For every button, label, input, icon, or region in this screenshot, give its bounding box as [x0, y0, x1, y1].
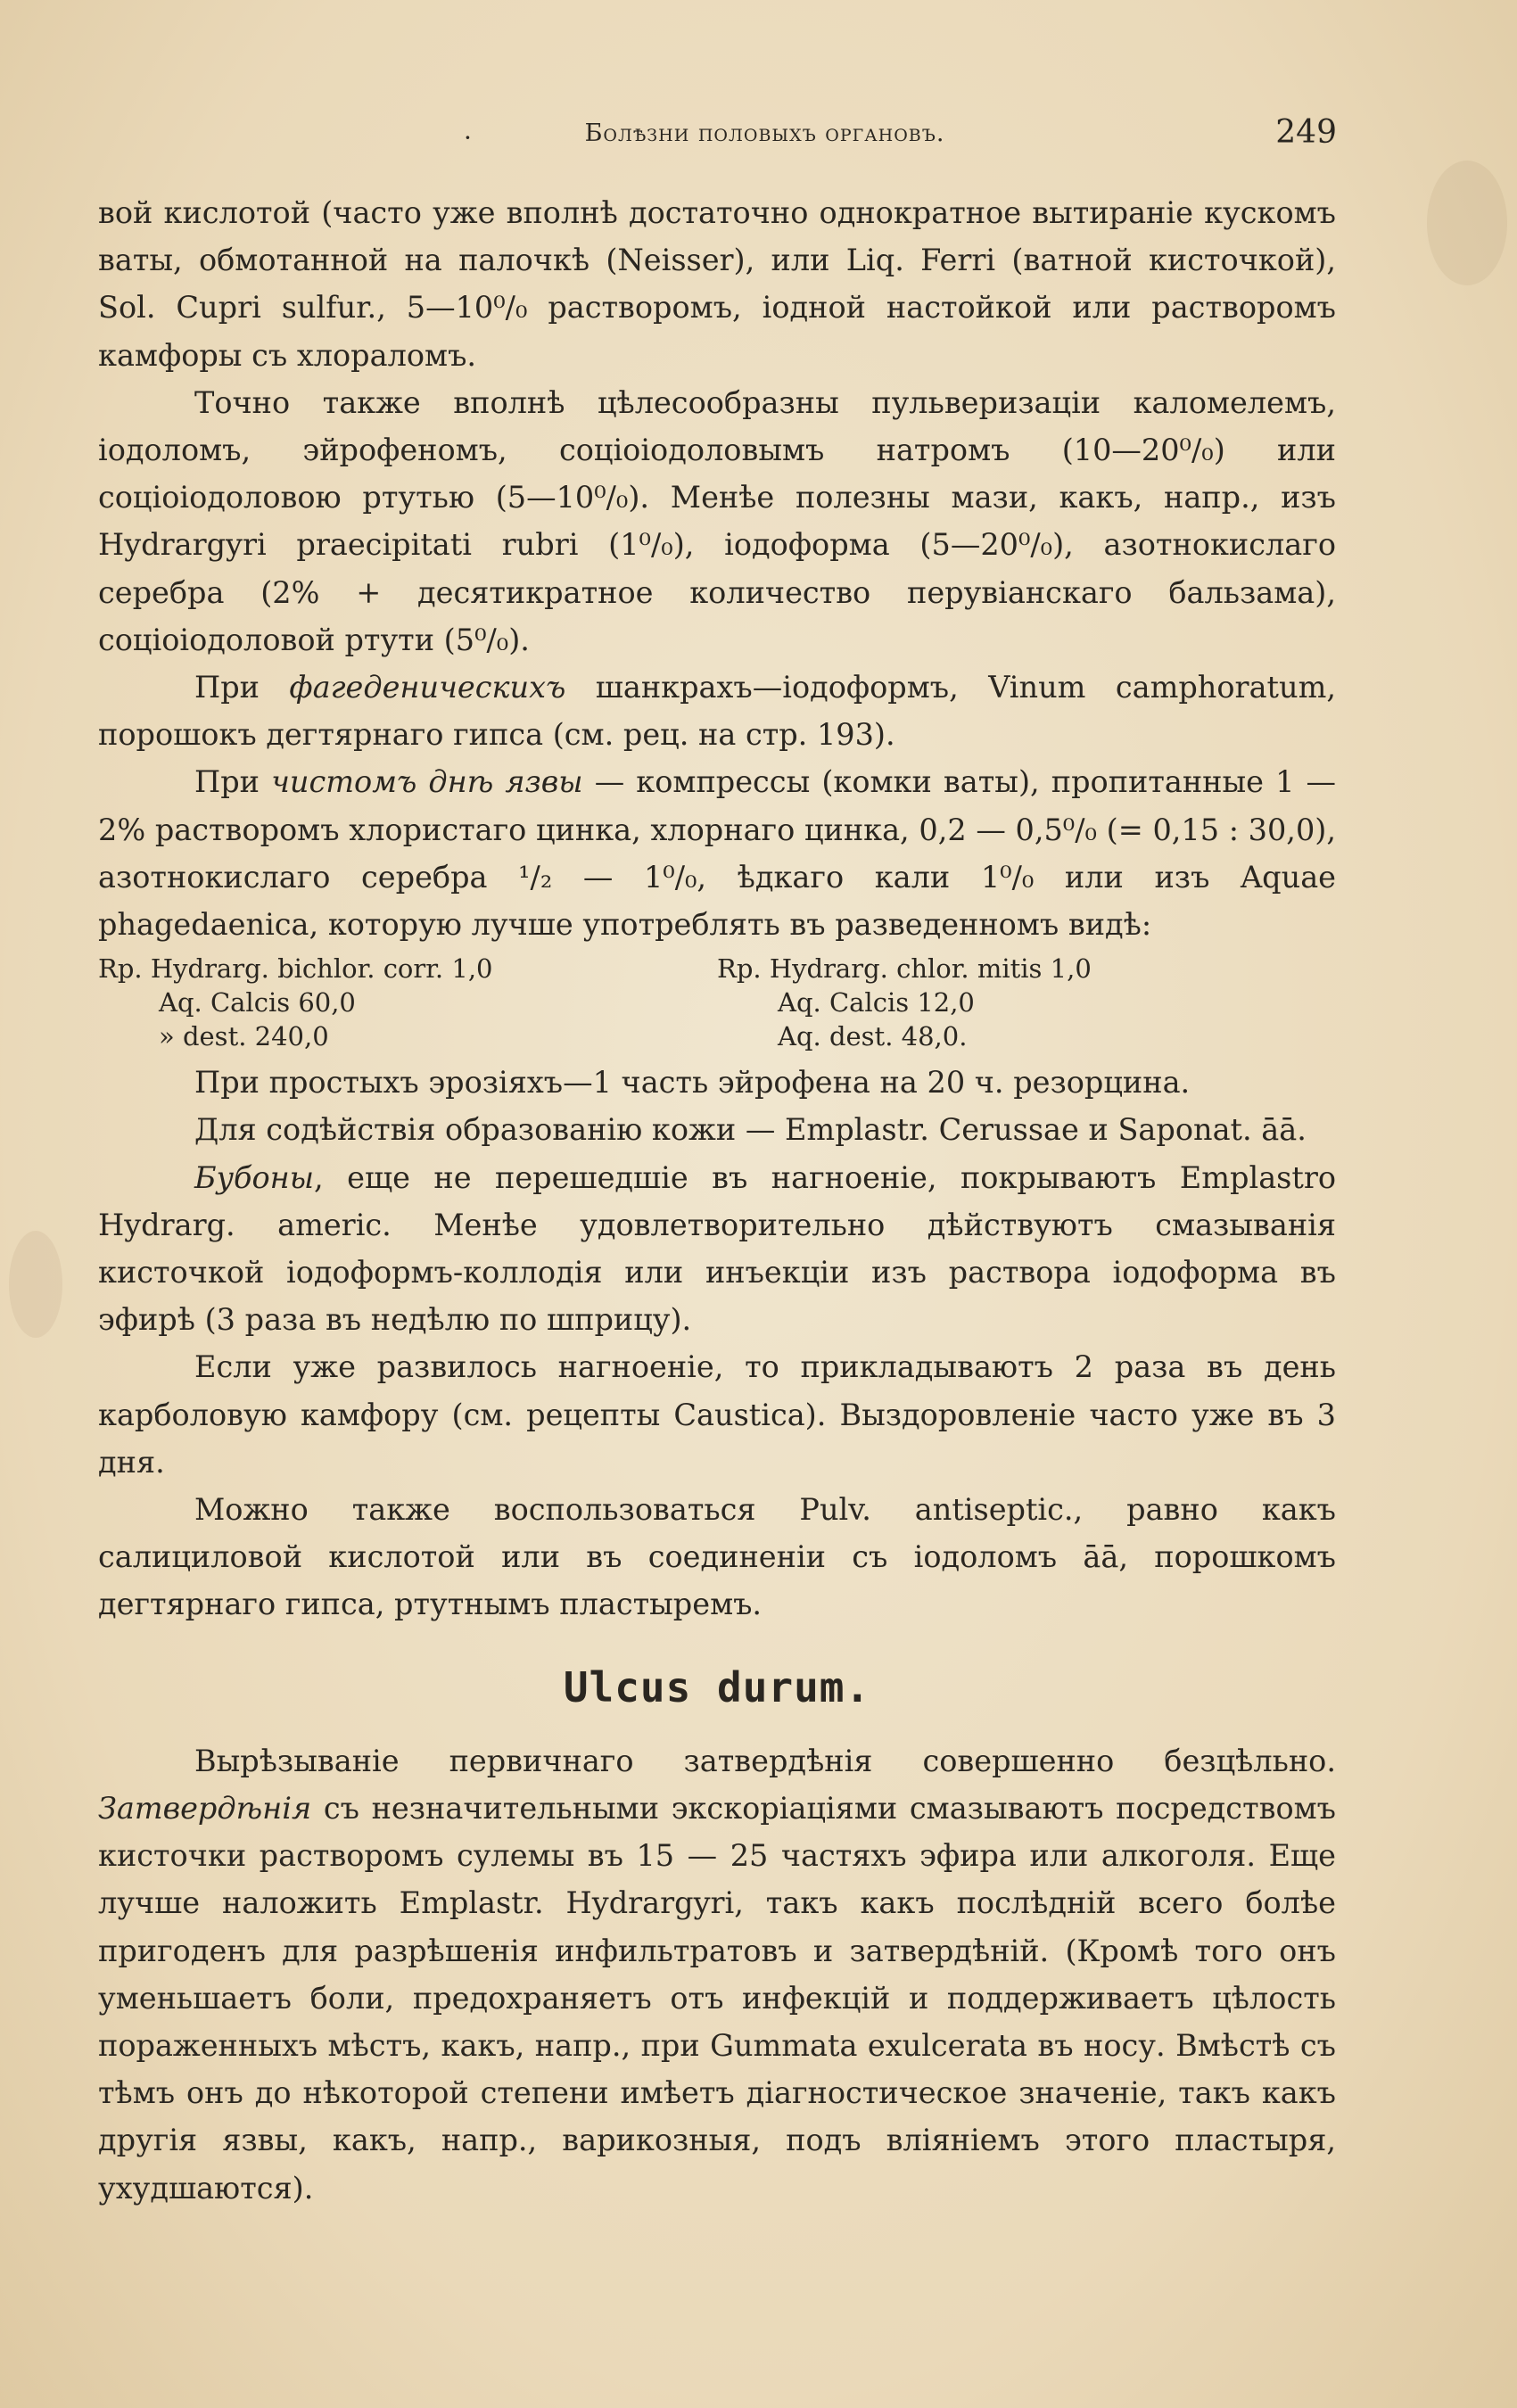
italic-term: Затвердѣнія: [98, 1790, 312, 1826]
paper-stain: [1427, 161, 1507, 285]
paragraph: [98, 1154, 1336, 1344]
paragraph: [98, 664, 1336, 758]
recipe-line: Aq. Calcis 12,0: [778, 987, 975, 1018]
recipe-line: » dest. 240,0: [159, 1021, 329, 1052]
italic-term: фагеденическихъ: [289, 670, 566, 705]
recipe-right: [717, 952, 1336, 1053]
recipe-line: Aq. dest. 48,0.: [778, 1021, 968, 1052]
paragraph: Можно также воспользоваться Pulv. antiseptic., равно какъ салициловой кислотой или въ соединеніи съ іодоломъ āā, порошкомъ дегтярнаго гипса, ртутнымъ пластыремъ.: [98, 1492, 1336, 1622]
recipes-block: [98, 952, 1336, 1053]
italic-term: Бубоны: [194, 1159, 315, 1195]
text-span: , еще не перешедшіе въ нагноеніе, покрываютъ Emplastro Hydrarg. americ. Менѣе удовлетворительно дѣйствуютъ смазыванія кисточкой іодоформъ-коллодія или инъекціи изъ раствора іодоформа въ эфирѣ (3 раза въ недѣлю по шприцу).: [98, 1159, 1336, 1338]
paper-stain: [9, 1231, 62, 1338]
text-span: шанкрахъ—іодоформъ, Vinum camphoratum, порошокъ дегтярнаго гипса (см. рец. на стр. 193).: [98, 670, 1336, 753]
paragraph: [98, 1737, 1336, 2212]
body-text: [98, 189, 1336, 2212]
paragraph: [98, 758, 1336, 948]
text-span: съ незначительными экскоріаціями смазываютъ посредствомъ кисточки растворомъ сулемы въ 15 — 25 частяхъ эфира или алкоголя. Еще лучше наложить Emplastr. Hydrargyri, такъ какъ послѣдній всего болѣе пригоденъ для разрѣшенія инфильтратовъ и затвердѣній. (Кромѣ того онъ уменьшаетъ боли, предохраняетъ отъ инфекцій и поддерживаетъ цѣлость пораженныхъ мѣстъ, какъ, напр., при Gummata exulcerata въ носу. Вмѣстѣ съ тѣмъ онъ до нѣкоторой степени имѣетъ діагностическое значеніе, такъ какъ другія язвы, какъ, напр., варикозныя, подъ вліяніемъ этого пластыря, ухудшаются).: [98, 1790, 1336, 2206]
header-dot: ·: [464, 123, 472, 153]
text-span: Вырѣзываніе первичнаго затвердѣнія совершенно безцѣльно.: [194, 1743, 1336, 1778]
running-head: Болѣзни половыхъ органовъ.: [584, 120, 945, 147]
section-title: Ulcus durum.: [563, 1662, 871, 1711]
paragraph: При простыхъ эрозіяхъ—1 часть эйрофена на 20 ч. резорцина.: [194, 1065, 1191, 1101]
paragraph: вой кислотой (часто уже вполнѣ достаточно однократное вытираніе кускомъ ваты, обмотанной на палочкѣ (Neisser), или Liq. Ferri (ватной кисточкой), Sol. Cupri sulfur., 5—10⁰/₀ растворомъ, іодной настойкой или растворомъ камфоры съ хлораломъ.: [98, 195, 1336, 373]
paragraph: Для содѣйствія образованію кожи — Emplastr. Cerussae и Saponat. āā.: [194, 1112, 1307, 1148]
text-span: При: [194, 670, 290, 705]
page-header: [193, 114, 1337, 159]
recipe-line: Rp. Hydrarg. chlor. mitis 1,0: [717, 953, 1092, 985]
italic-term: чистомъ днѣ язвы: [271, 764, 583, 800]
text-span: При: [194, 764, 272, 800]
recipe-left: [98, 952, 717, 1053]
recipe-line: Aq. Calcis 60,0: [159, 987, 356, 1018]
page-number: 249: [1275, 114, 1337, 151]
recipe-line: Rp. Hydrarg. bichlor. corr. 1,0: [98, 953, 493, 985]
paragraph: Если уже развилось нагноеніе, то прикладываютъ 2 раза въ день карболовую камфору (см. рецепты Caustica). Выздоровленіе часто уже въ 3 дня.: [98, 1349, 1336, 1480]
text-span: — компрессы (комки ваты), пропитанные 1 — 2% растворомъ хлористаго цинка, хлорнаго цинка, 0,2 — 0,5⁰/₀ (= 0,15 : 30,0), азотнокислаго серебра ¹/₂ — 1⁰/₀, ѣдкаго кали 1⁰/₀ или изъ Aquae phagedaenica, которую лучше употреблять въ разведенномъ видѣ:: [98, 764, 1337, 943]
paragraph: Точно также вполнѣ цѣлесообразны пульверизаціи каломелемъ, іодоломъ, эйрофеномъ, соціоіодоловымъ натромъ (10—20⁰/₀) или соціоіодоловою ртутью (5—10⁰/₀). Менѣе полезны мази, какъ, напр., изъ Hydrargyri praecipitati rubri (1⁰/₀), іодоформа (5—20⁰/₀), азотнокислаго серебра (2% + десятикратное количество перувіанскаго бальзама), соціоіодоловой ртути (5⁰/₀).: [98, 384, 1336, 657]
